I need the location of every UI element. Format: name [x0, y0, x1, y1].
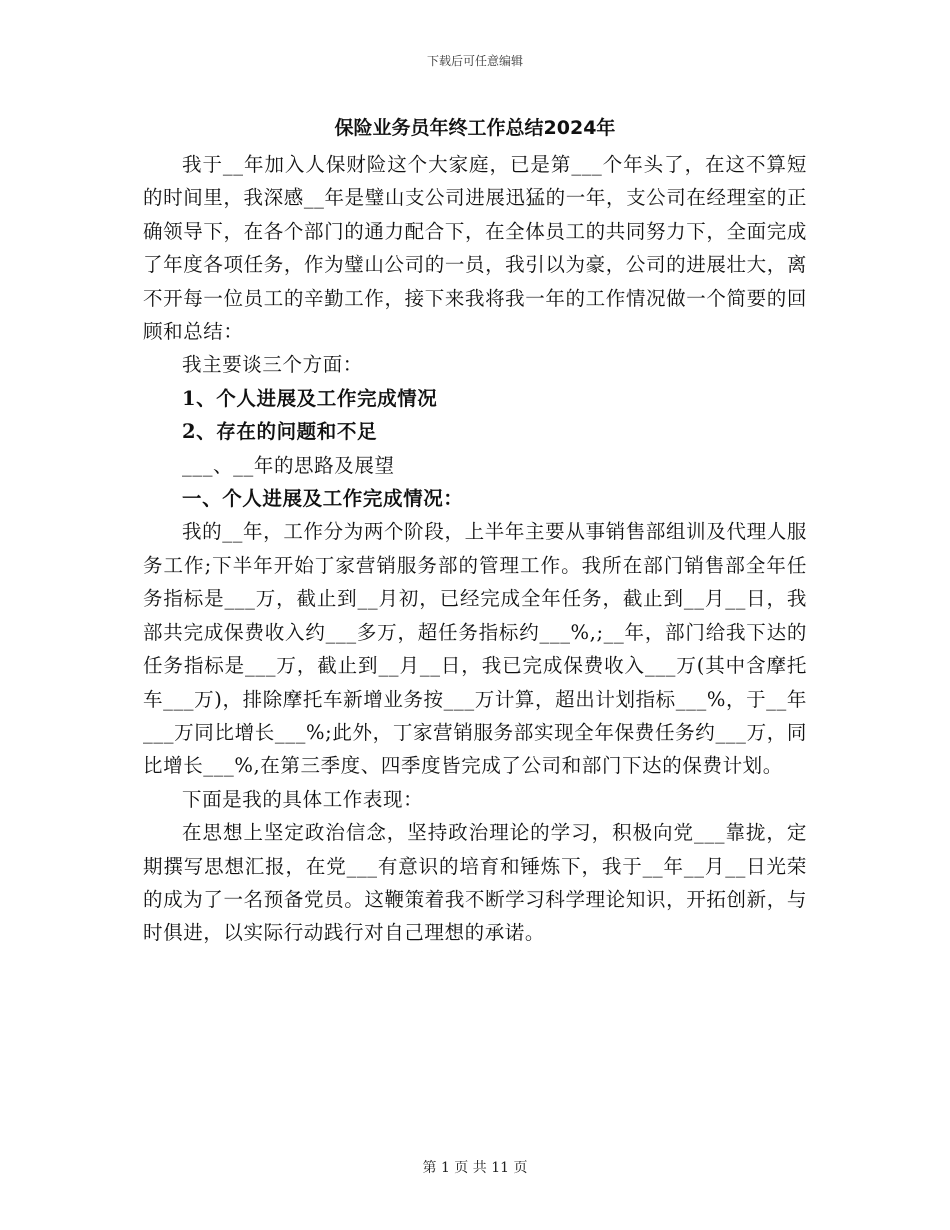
outline-item-3: ___、__年的思路及展望	[182, 453, 395, 477]
paragraph-three-aspects: 我主要谈三个方面：	[182, 353, 363, 377]
section-heading-1: 一、个人进展及工作完成情况：	[182, 487, 464, 511]
paragraph-political-thought: 在思想上坚定政治信念，坚持政治理论的学习，积极向党___靠拢，定期撰写思想汇报，在党___有意识的培育和锤炼下，我于__年__月__日光荣的成为了一名预备党员。这鞭策着我不断学习科学理论知识，开拓创新，与时俱进，以实际行动践行对自己理想的承诺。	[143, 821, 807, 945]
paragraph-work-stages: 我的__年，工作分为两个阶段，上半年主要从事销售部组训及代理人服务工作;下半年开始丁家营销服务部的管理工作。我所在部门销售部全年任务指标是___万，截止到__月初，已经完成全年任务，截止到__月__日，我部共完成保费收入约___多万，超任务指标约___%,;__年，部门给我下达的任务指标是___万，截止到__月__日，我已完成保费收入___万(其中含摩托车___万)，排除摩托车新增业务按___万计算，超出计划指标___%，于__年___万同比增长___%;此外，丁家营销服务部实现全年保费任务约___万，同比增长___%,在第三季度、四季度皆完成了公司和部门下达的保费计划。	[143, 520, 807, 778]
document-body	[143, 148, 807, 950]
page-header-note: 下载后可任意编辑	[426, 54, 523, 68]
paragraph-performance-intro: 下面是我的具体工作表现：	[182, 787, 424, 811]
page-number-footer: 第 1 页 共 11 页	[422, 1160, 528, 1176]
document-title: 保险业务员年终工作总结2024年	[334, 117, 616, 139]
paragraph-intro: 我于__年加入人保财险这个大家庭，已是第___个年头了，在这不算短的时间里，我深感__年是璧山支公司进展迅猛的一年，支公司在经理室的正确领导下，在各个部门的通力配合下，在全体员工的共同努力下，全面完成了年度各项任务，作为璧山公司的一员，我引以为豪，公司的进展壮大，离不开每一位员工的辛勤工作，接下来我将我一年的工作情况做一个简要的回顾和总结：	[143, 153, 807, 344]
outline-item-2: 2、存在的问题和不足	[182, 420, 378, 444]
outline-item-1: 1、个人进展及工作完成情况	[182, 386, 438, 410]
